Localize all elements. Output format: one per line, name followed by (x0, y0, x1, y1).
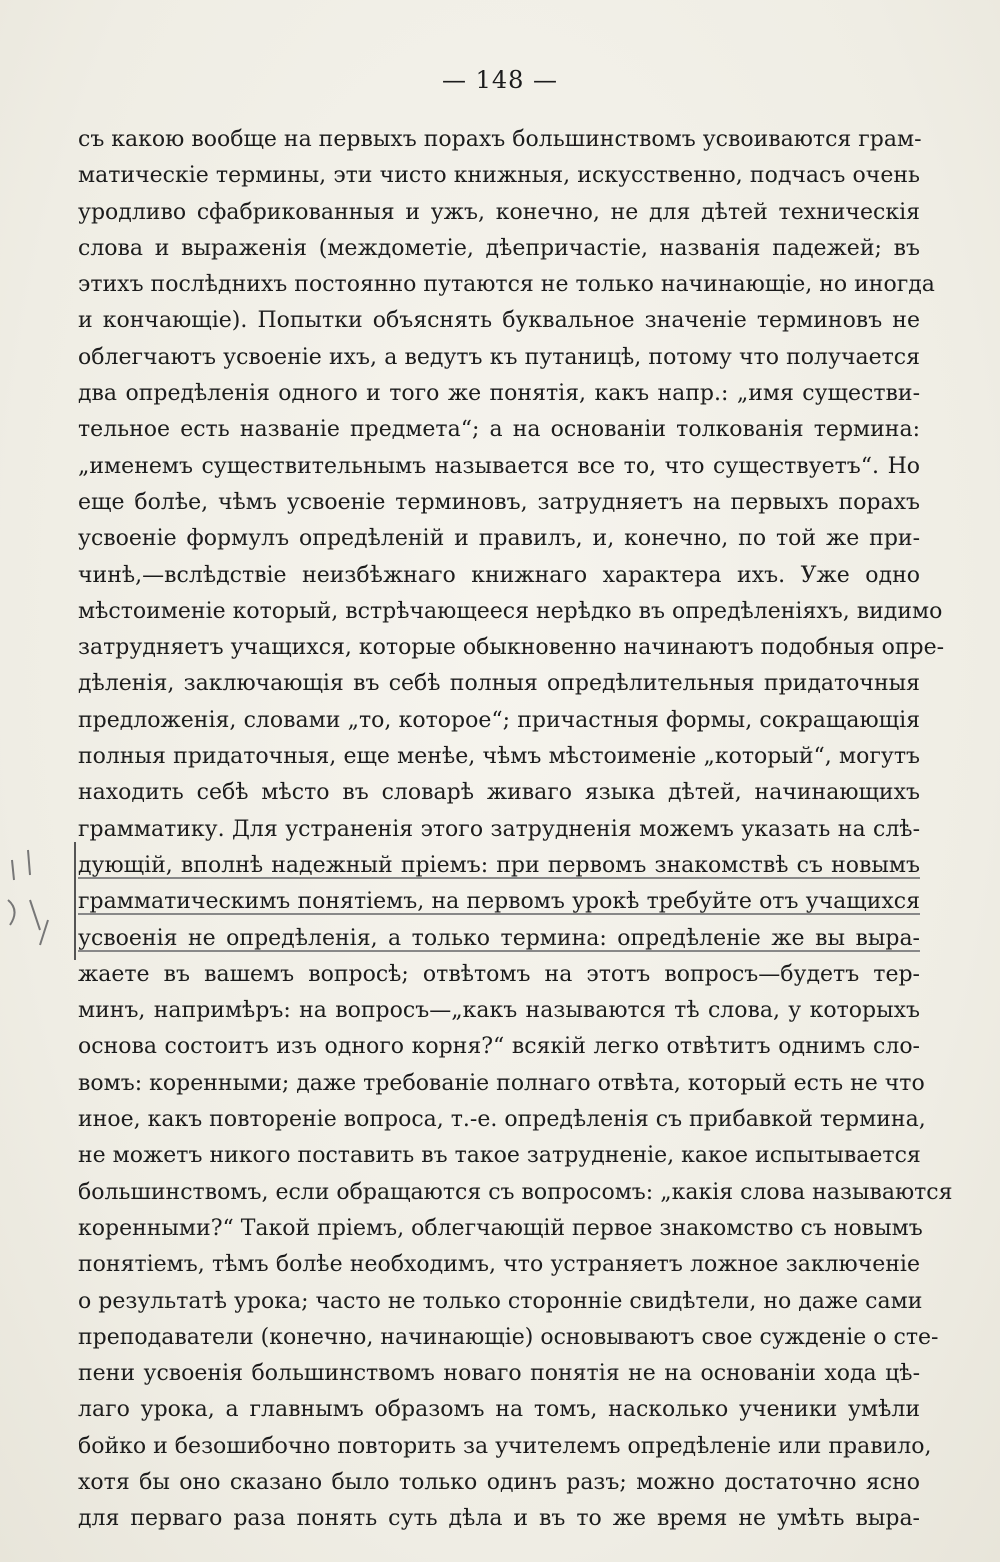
text-line: облегчаютъ усвоеніе ихъ, а ведутъ къ путаницѣ, потому что получается (78, 344, 920, 370)
text-line: жаете въ вашемъ вопросѣ; отвѣтомъ на этотъ вопросъ—будетъ тер- (78, 961, 920, 987)
text-line: бойко и безошибочно повторить за учителемъ опредѣленіе или правило, (78, 1433, 932, 1459)
text-line: съ какою вообще на первыхъ порахъ большинствомъ усвоиваются грам- (78, 127, 922, 152)
text-line: и кончающіе). Попытки объяснять буквальное значеніе терминовъ не (78, 308, 920, 334)
text-line: для перваго раза понять суть дѣла и въ то же время не умѣть выра- (78, 1506, 920, 1532)
text-line: о результатѣ урока; часто не только сторонніе свидѣтели, но даже сами (78, 1288, 923, 1314)
text-line: „именемъ существительнымъ называется все то, что существуетъ“. Но (78, 453, 920, 479)
text-line: минъ, напримѣръ: на вопросъ—„какъ называются тѣ слова, у которыхъ (78, 998, 920, 1024)
text-line: полныя придаточныя, еще менѣе, чѣмъ мѣстоименіе „который“, могутъ (78, 744, 920, 770)
text-line: тельное есть названіе предмета“; а на основаніи толкованія термина: (78, 417, 920, 443)
text-line: еще болѣе, чѣмъ усвоеніе терминовъ, затрудняетъ на первыхъ порахъ (78, 489, 920, 515)
text-line: понятіемъ, тѣмъ болѣе необходимъ, что устраняетъ ложное заключеніе (78, 1252, 920, 1278)
text-line: преподаватели (конечно, начинающіе) основываютъ свое сужденіе о сте- (78, 1324, 939, 1350)
text-line: матическіе термины, эти чисто книжныя, искусственно, подчасъ очень (78, 163, 920, 189)
text-line: хотя бы оно сказано было только одинъ разъ; можно достаточно ясно (78, 1469, 920, 1495)
text-line: находить себѣ мѣсто въ словарѣ живаго языка дѣтей, начинающихъ (78, 780, 920, 806)
text-line: иное, какъ повтореніе вопроса, т.-е. опредѣленія съ прибавкой термина, (78, 1107, 926, 1133)
text-line: этихъ послѣднихъ постоянно путаются не только начинающіе, но иногда (78, 272, 935, 298)
text-line: затрудняетъ учащихся, которые обыкновенно начинаютъ подобныя опре- (78, 635, 945, 661)
text-line: предложенія, словами „то, которое“; причастныя формы, сокращающія (78, 707, 920, 733)
text-line-underlined: усвоенія не опредѣленія, а только термина: опредѣленіе же вы выра- (78, 925, 920, 951)
text-line: мѣстоименіе который, встрѣчающееся нерѣдко въ опредѣленіяхъ, видимо (78, 598, 943, 624)
text-line: усвоеніе формулъ опредѣленій и правилъ, и, конечно, по той же при- (78, 526, 920, 552)
text-line: слова и выраженія (междометіе, дѣепричастіе, названія падежей; въ (78, 235, 920, 261)
text-line: грамматику. Для устраненія этого затрудненія можемъ указать на слѣ- (78, 816, 920, 842)
text-line: лаго урока, а главнымъ образомъ на томъ, насколько ученики умѣли (78, 1397, 920, 1423)
text-line: вомъ: коренными; даже требованіе полнаго отвѣта, который есть не что (78, 1070, 925, 1096)
text-line: основа состоитъ изъ одного корня?“ всякій легко отвѣтитъ однимъ сло- (78, 1034, 920, 1060)
text-line-underlined: дующій, вполнѣ надежный пріемъ: при первомъ знакомствѣ съ новымъ (78, 852, 920, 878)
text-line-underlined: грамматическимъ понятіемъ, на первомъ урокѣ требуйте отъ учащихся (78, 889, 920, 915)
text-line: коренными?“ Такой пріемъ, облегчающій первое знакомство съ новымъ (78, 1215, 923, 1241)
text-line: пени усвоенія большинствомъ новаго понятія не на основаніи хода цѣ- (78, 1361, 920, 1387)
page-number: — 148 — (441, 66, 559, 94)
body-text (78, 122, 953, 1538)
text-line: дѣленія, заключающія въ себѣ полныя опредѣлительныя придаточныя (78, 671, 920, 697)
margin-pencil-mark (74, 842, 76, 960)
margin-scribble-icon (0, 840, 60, 950)
text-line: большинствомъ, если обращаются съ вопросомъ: „какія слова называются (78, 1179, 953, 1205)
text-line: два опредѣленія одного и того же понятія, какъ напр.: „имя существи- (78, 381, 920, 407)
text-line: уродливо сфабрикованныя и ужъ, конечно, не для дѣтей техническія (78, 199, 920, 225)
text-line: чинѣ,—вслѣдствіе неизбѣжнаго книжнаго характера ихъ. Уже одно (78, 562, 920, 588)
text-line: не можетъ никого поставить въ такое затрудненіе, какое испытывается (78, 1143, 921, 1169)
